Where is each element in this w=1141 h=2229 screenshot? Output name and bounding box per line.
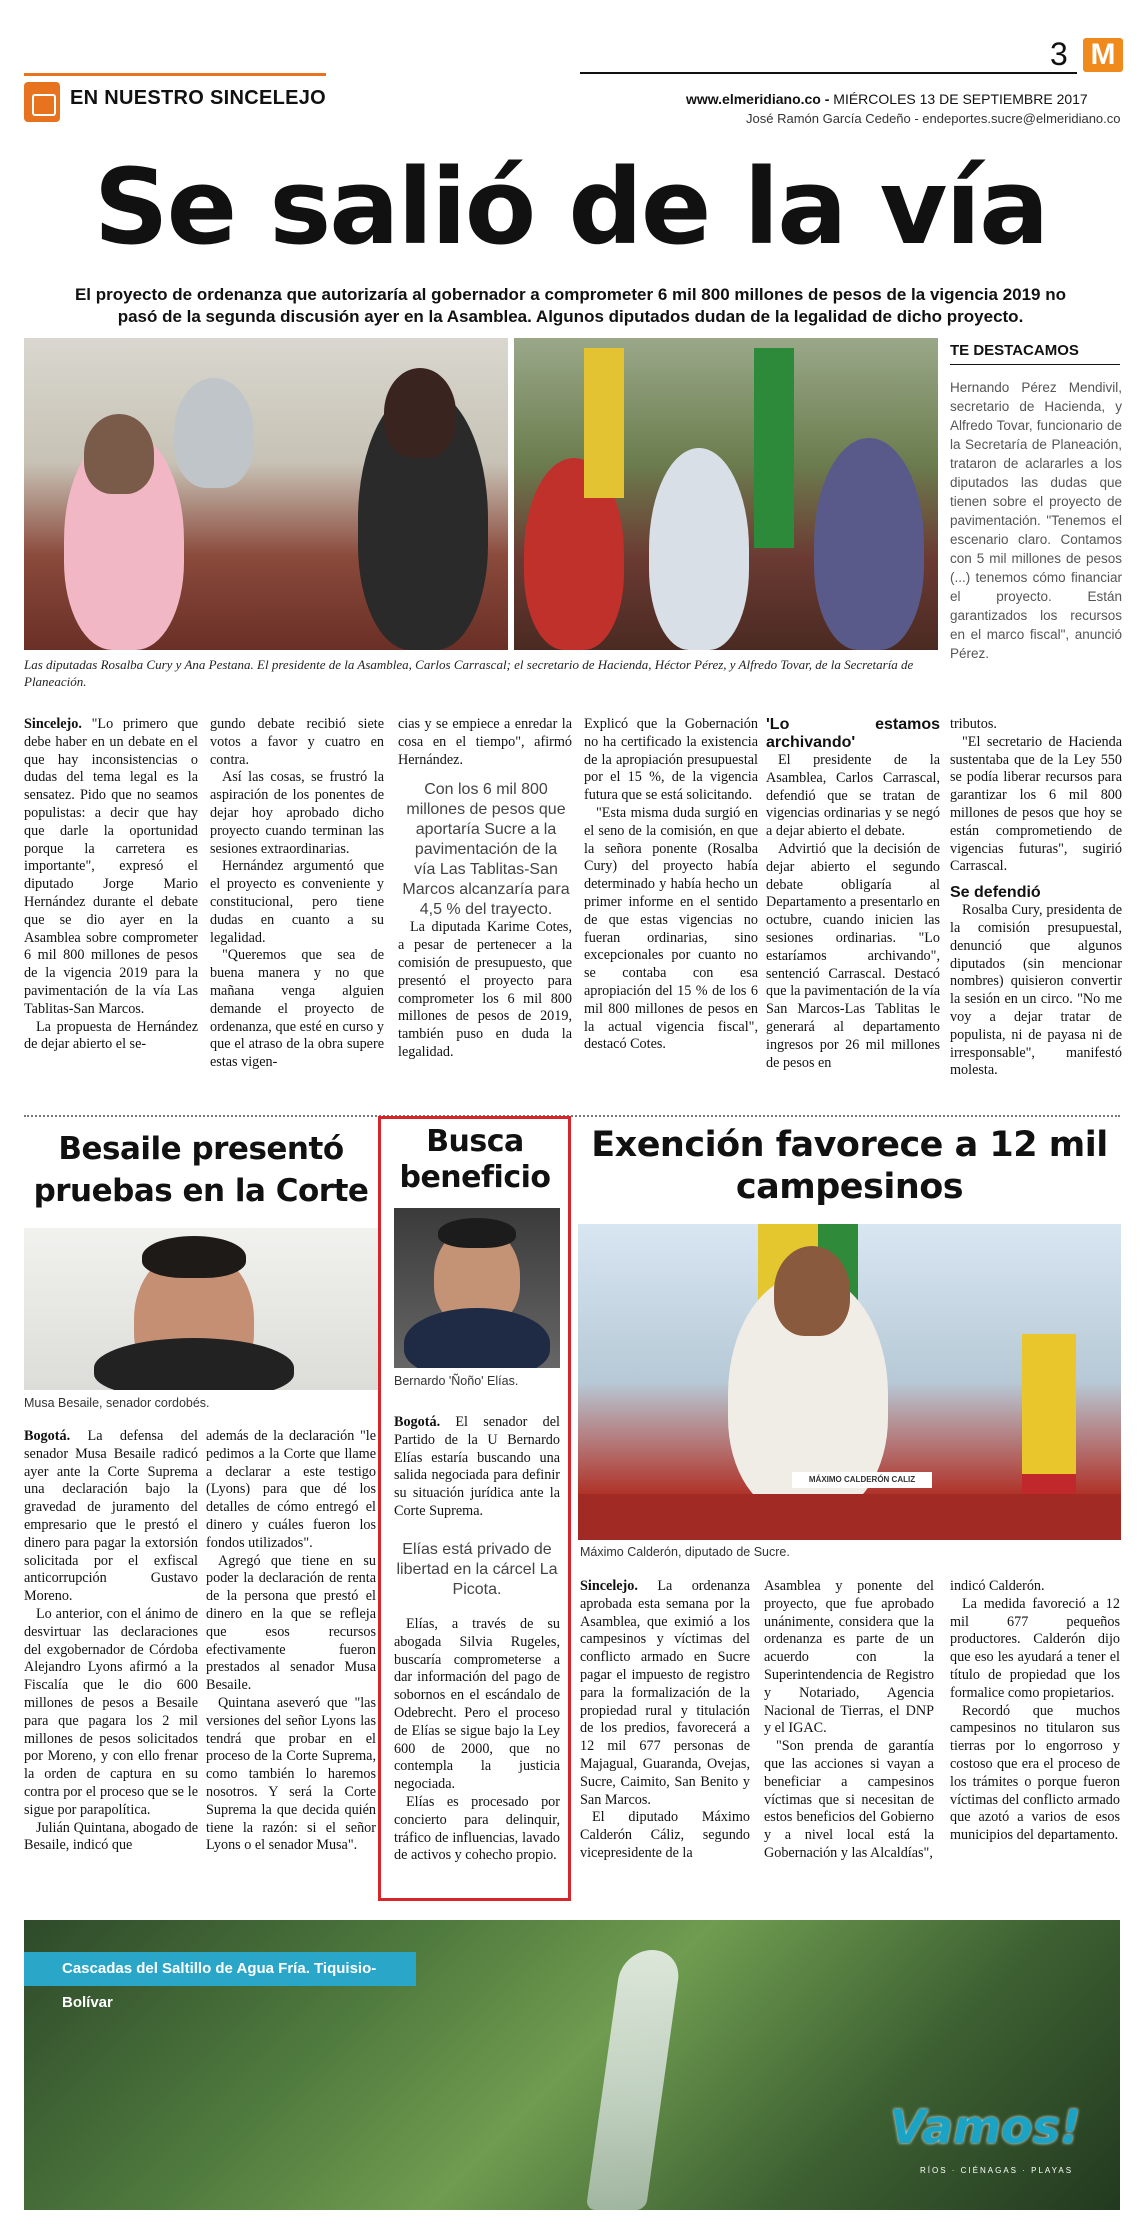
- dateline: Bogotá.: [394, 1414, 441, 1430]
- paragraph: "El secretario de Hacienda sustentaba que de la Ley 550 se podía liberar recursos para garantizar los 6 mil 800 millones de pesos que hoy se están comprometiendo de vigencias futuras", sugirió Carrascal.: [950, 733, 1122, 875]
- busca-caption: Bernardo 'Ñoño' Elías.: [394, 1374, 519, 1388]
- author-byline: José Ramón García Cedeño - endeportes.sucre@elmeridiano.co: [746, 111, 1121, 126]
- busca-column-2: [394, 1616, 560, 1865]
- main-column-1: [24, 716, 198, 1054]
- vamos-logo: Vamos!: [890, 2100, 1081, 2154]
- newspaper-logo-icon: M: [1083, 38, 1123, 72]
- paragraph: además de la declaración "le pedimos a la Corte que llame a declarar a este testigo (Lyons) para que dé los detalles de cómo entregó el dinero y cuáles fueron los fondos utilizados".: [206, 1428, 376, 1551]
- site-url[interactable]: www.elmeridiano.co -: [686, 91, 830, 107]
- busca-pullquote: Elías está privado de libertad en la cárcel La Picota.: [396, 1541, 558, 1598]
- busca-headline: Busca beneficio: [399, 1124, 551, 1195]
- paragraph: "Esta misma duda surgió en el seno de la comisión, en que la señora ponente (Rosalba Cury) del proyecto había determinado y había hecho un primer informe en el sentido de que estas vigencias no fueran ordinarias, sino excepcionales por cuanto no se contaba con esa apropiación del 15 % de los 6 mil 800 millones de pesos en la actual vigencia fiscal", destacó Cotes.: [584, 804, 758, 1053]
- main-column-4: [584, 716, 758, 1054]
- section-title: EN NUESTRO SINCELEJO: [70, 87, 327, 109]
- paragraph: Asamblea y ponente del proyecto, que fue aprobado unánimente, considera que la ordenanza es parte de un acuerdo con la Superintendencia de Registro y Notariado, Agencia Nacional de Tierras, el DNP y el IGAC.: [764, 1578, 934, 1737]
- paragraph: "Queremos que sea de buena manera y no que mañana venga alguien demande el proyecto de ordenanza, que esté en curso y que el atraso de la obra supere estas vigen-: [210, 947, 384, 1071]
- paragraph: La defensa del senador Musa Besaile radicó ayer ante la Corte Suprema una declaración bajo la gravedad de juramento del empresario que le prestó el dinero para pagar la extorsión solicitada por el exfiscal anticorrupción Gustavo Moreno.: [24, 1428, 198, 1605]
- paragraph: Explicó que la Gobernación no ha certificado la existencia de la apropiación presupuestal por el 15 %, de la vigencia futura que se está solicitando.: [584, 716, 758, 804]
- main-subhead: El proyecto de ordenanza que autorizaría al gobernador a comprometer 6 mil 800 millones de pesos de la vigencia 2019 no pasó de la segunda discusión ayer en la Asamblea. Algunos diputados dudan de la legalidad de dicho proyecto.: [74, 285, 1067, 326]
- paragraph: Lo anterior, con el ánimo de desvirtuar las declaraciones del exgobernador de Córdoba Alejandro Lyons afirmó a la Fiscalía que le dio 600 millones de pesos a Besaile para que pagara los 2 mil millones de pesos solicitados por Moreno, y con ello frenar la orden de captura en su contra por el proceso que se le sigue por parapolítica.: [24, 1605, 198, 1818]
- paragraph: Recordó que muchos campesinos no titularon sus tierras por lo engorroso y costoso que era el proceso de los trámites o porque fueron víctimas del conflicto armado que azotó a varios de esos municipios del departamento.: [950, 1702, 1120, 1844]
- paragraph: El presidente de la Asamblea, Carlos Carrascal, defendió que se tratan de vigencias ordinarias y se negó a dejar abierto el debate.: [766, 752, 940, 840]
- besaile-caption: Musa Besaile, senador cordobés.: [24, 1396, 210, 1410]
- subtitle: 'Lo estamos archivando': [766, 716, 940, 751]
- banner-label: Cascadas del Saltillo de Agua Fría. Tiquisio-Bolívar: [24, 1952, 416, 1986]
- besaile-column-1: [24, 1428, 198, 1855]
- sidebar-rule: [950, 364, 1120, 365]
- paragraph: Julián Quintana, abogado de Besaile, indicó que: [24, 1819, 198, 1854]
- dateline: Bogotá.: [24, 1428, 71, 1444]
- issue-date: MIÉRCOLES 13 DE SEPTIEMBRE 2017: [829, 91, 1088, 107]
- main-photo-caption: Las diputadas Rosalba Cury y Ana Pestana. El presidente de la Asamblea, Carlos Carrascal; el secretario de Hacienda, Héctor Pérez, y Alfredo Tovar, de la Secretaría de Planeación.: [24, 657, 914, 689]
- main-column-2: [210, 716, 384, 1072]
- paragraph: indicó Calderón.: [950, 1578, 1045, 1594]
- paragraph: La medida favoreció a 12 mil 677 pequeños productores. Calderón dijo que eso les ayudará a tener el título de propiedad que los formalice como propietarios.: [950, 1595, 1120, 1701]
- paragraph: cias y se empiece a enredar la cosa en el tiempo", afirmó Hernández.: [398, 716, 572, 768]
- paragraph: Quintana aseveró que "las versiones del señor Lyons las tendrá que probar en el proceso de la Corte Suprema, como también lo haremos nosotros. Y será la Corte Suprema la que decida quién tiene la razón: si el señor Lyons o el senador Musa".: [206, 1694, 376, 1854]
- paragraph: Hernández argumentó que el proyecto es conveniente y constitucional, pero tiene dudas en cuanto a su legalidad.: [210, 858, 384, 946]
- waterfall: [586, 1950, 683, 2210]
- sidebar-title: TE DESTACAMOS: [950, 342, 1079, 359]
- paragraph: La propuesta de Hernández de dejar abierto el se-: [24, 1018, 198, 1053]
- paragraph: El senador del Partido de la U Bernardo Elías estaría buscando una salida negociada para definir su situación jurídica ante la Corte Suprema.: [394, 1414, 560, 1519]
- maximo-calderon-photo: [578, 1224, 1121, 1540]
- paragraph: Elías, a través de su abogada Silvia Rugeles, buscaría comprometerse a dar información del pago de sobornos en el escándalo de Odebrecht. Pero el proceso de Elías se sigue bajo la Ley 600 de 2000, que no contempla la justicia negociada.: [394, 1616, 560, 1793]
- paragraph: tributos.: [950, 716, 997, 732]
- main-column-5: [766, 716, 940, 1072]
- nameplate: MÁXIMO CALDERÓN CALIZ: [792, 1472, 932, 1488]
- exencion-caption: Máximo Calderón, diputado de Sucre.: [580, 1545, 790, 1559]
- paragraph: La ordenanza aprobada esta semana por la Asamblea, que eximió a los campesinos y víctimas del conflicto armado en Sucre pagar el impuesto de registro para la formalización de la propiedad rural y titulación de los predios, favorecerá a 12 mil 677 personas de Majagual, Guaranda, Ovejas, Sucre, Caimito, San Benito y San Marcos.: [580, 1578, 750, 1808]
- paragraph: Elías es procesado por concierto para delinquir, tráfico de influencias, lavado de activos y cohecho propio.: [394, 1793, 560, 1864]
- page-number: 3: [1050, 36, 1068, 72]
- cable-car-icon: [24, 82, 60, 122]
- main-pullquote: Con los 6 mil 800 millones de pesos que aportaría Sucre a la pavimentación de la vía Las Tablitas-San Marcos alcanzaría para 4,5 % del trayecto.: [402, 781, 570, 918]
- header-rule: [580, 72, 1077, 74]
- bernardo-elias-photo: [394, 1208, 560, 1368]
- dateline: Sincelejo.: [580, 1578, 638, 1594]
- main-column-6: [950, 716, 1122, 1080]
- section-divider: [24, 1115, 1120, 1117]
- paragraph: Así las cosas, se frustró la aspiración de los ponentes de dejar hoy aprobado dicho proyecto cuando terminan las sesiones extraordinarias.: [210, 769, 384, 857]
- paragraph: Agregó que tiene en su poder la declaración de renta de la persona que prestó el dinero en la que se refleja que esos recursos efectivamente fueron prestados al senador Musa Besaile.: [206, 1552, 376, 1694]
- vamos-tagline: RÍOS · CIÉNAGAS · PLAYAS: [920, 2166, 1074, 2175]
- exencion-column-3: [950, 1578, 1120, 1845]
- paragraph: El diputado Máximo Calderón Cáliz, segundo vicepresidente de la: [580, 1809, 750, 1861]
- deputies-photo: [24, 338, 508, 650]
- busca-column: [394, 1414, 560, 1521]
- musa-besaile-photo: [24, 1228, 378, 1390]
- besaile-headline: Besaile presentó pruebas en la Corte: [33, 1131, 369, 1209]
- subtitle: Se defendió: [950, 884, 1041, 902]
- main-headline: Se salió de la vía: [93, 146, 1048, 268]
- paragraph: "Lo primero que debe haber en un debate en el que hay inconsistencias o dudas del tema legal es la sensatez. Pido que no seamos populistas: a decir que hay que darle la oportunidad porque la carretera es importante", expresó el diputado Jorge Mario Hernández durante el debate que se dio ayer en la Asamblea sobre comprometer 6 mil 800 millones de pesos de la vigencia 2019 para la pavimentación de la vía Las Tablitas-San Marcos.: [24, 716, 198, 1017]
- section-rule: [24, 73, 326, 76]
- exencion-column-1: [580, 1578, 750, 1863]
- paragraph: gundo debate recibió siete votos a favor y cuatro en contra.: [210, 716, 384, 768]
- paragraph: La diputada Karime Cotes, a pesar de pertenecer a la comisión de presupuesto, que presentó el proyecto para comprometer los 6 mil 800 millones de pesos de 2019, también puso en duda la legalidad.: [398, 919, 572, 1060]
- sidebar-text: Hernando Pérez Mendivil, secretario de Hacienda, y Alfredo Tovar, funcionario de la Secretaría de Planeación, trataron de aclararles a los diputados las dudas que tienen sobre el proyecto de pavimentación. "Tenemos el escenario claro. Contamos con 5 mil millones de pesos (...) tenemos cómo financiar el proyecto. Están garantizados los recursos en el marco fiscal", anunció Pérez.: [950, 380, 1122, 661]
- exencion-column-2: [764, 1578, 934, 1863]
- assembly-officials-photo: [514, 338, 938, 650]
- paragraph: "Son prenda de garantía que las acciones si vayan a beneficiar a campesinos víctimas que si necesitan de estos beneficios del Gobierno y a nivel local está la Gobernación y las Alcaldías",: [764, 1738, 934, 1861]
- paragraph: Rosalba Cury, presidenta de la comisión presupuestal, denunció que algunos diputados (sin mencionar nombres) quisieron convertir la sesión en un circo. "No me voy a dejar tratar de populista, ni de payasa ni de irresponsable", manifestó molesta.: [950, 902, 1122, 1079]
- besaile-column-2: [206, 1428, 376, 1855]
- site-dateline: [686, 91, 1088, 107]
- paragraph: Advirtió que la decisión de dejar abierto el segundo debate obligaría al Departamento a presentarlo en octubre, cuando inicien las sesiones ordinarias. "Lo estaríamos archivando", sentenció Carrascal. Destacó que la pavimentación de la vía San Marcos-Las Tablitas le generará al departamento ingresos por 26 mil millones de pesos en: [766, 840, 940, 1071]
- exencion-headline: Exención favorece a 12 mil campesinos: [591, 1125, 1108, 1207]
- dateline: Sincelejo.: [24, 716, 82, 732]
